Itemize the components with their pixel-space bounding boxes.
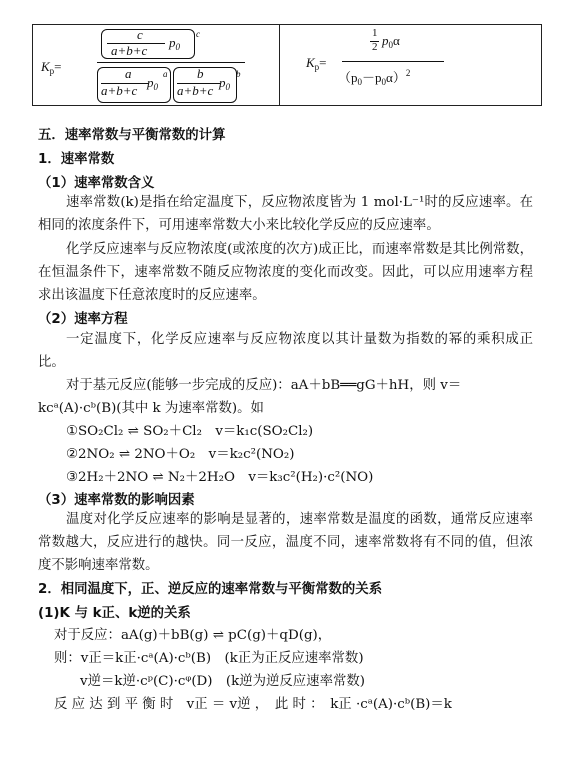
subsection-2-1-title: (1)K 与 k正、k逆的关系 [38,606,191,621]
den-b-exponent: b [236,69,241,79]
den-a-exponent: a [163,69,168,79]
den-b-sum: a+b+c [177,83,214,98]
subsection-1-2-title: （2）速率方程 [38,312,128,327]
den-a-sum: a+b+c [101,83,138,98]
rate-law-line: kcᵃ(A)·cᵇ(B)(其中 k 为速率常数)。如 [38,401,264,416]
denominator-b: b [197,66,204,81]
subsection-1-1-title: （1）速率常数含义 [38,176,155,191]
equilibrium-line: 反 应 达 到 平 衡 时 v正 ＝ v逆 ， 此 时 ： k正 ·cᵃ(A)·cᵇ(B)＝k [54,697,452,712]
paragraph-rate-equation: 一定温度下，化学反应速率与反应物浓度以其计量数为指数的幂的乘积成正比。 [38,332,533,370]
main-fraction-bar [97,62,245,63]
subsection-1-title: 1．速率常数 [38,152,115,167]
numerator-exponent: c [196,29,200,39]
half-denominator: 2 [372,41,378,53]
example-equation-2: ②2NO₂ ⇌ 2NO＋O₂ v＝k₂c²(NO₂) [66,447,295,462]
half-numerator: 1 [372,27,378,39]
kp-formula-left-cell [33,25,279,107]
paragraph-rate-constant-definition: 速率常数(k)是指在给定温度下，反应物浓度皆为 1 mol·L⁻¹时的反应速率。在相同的浓度条件下，可用速率常数大小来比较化学反应的反应速率。 [38,195,533,233]
den-b-p0: $p_0$ [219,75,230,92]
paragraph-influencing-factors: 温度对化学反应速率的影响是显著的，速率常数是温度的函数，通常反应速率常数越大，反应进行的越快。同一反应，温度不同，速率常数将有不同的值，但浓度不影响速率常数。 [38,512,533,573]
denominator-a: a [125,66,132,81]
right-denominator: $(p_0-p_0\alpha)^2$ [338,68,411,87]
subsection-2-title: 2．相同温度下，正、逆反应的速率常数与平衡常数的关系 [38,582,383,597]
numerator-p0-alpha: $p_0\alpha$ [382,33,400,50]
paragraph-rate-proportional: 化学反应速率与反应物浓度(或浓度的次方)成正比，而速率常数是其比例常数，在恒温条件下，速率常数不随反应物浓度的变化而改变。因此，可以应用速率方程求出该温度下任意浓度时的反应速率。 [38,242,533,303]
den-a-p0: $p_0$ [147,75,158,92]
reaction-general-line: 对于反应：aA(g)＋bB(g) ⇌ pC(g)＋qD(g)， [54,628,332,643]
example-equation-1: ①SO₂Cl₂ ⇌ SO₂＋Cl₂ v＝k₁c(SO₂Cl₂) [66,424,314,439]
numerator-c: c [137,27,143,42]
numerator-sum: a+b+c [111,43,148,58]
formula-table [32,24,542,106]
reverse-rate-line: v逆＝k逆·cᵖ(C)·cᵠ(D) (k逆为逆反应速率常数) [80,674,365,689]
subsection-1-3-title: （3）速率常数的影响因素 [38,493,195,508]
forward-rate-line: 则：v正＝k正·cᵃ(A)·cᵇ(B) (k正为正反应速率常数) [54,651,364,666]
kp-label-left: $K_p=$ [41,59,62,76]
kp-label-right: $K_p=$ [306,55,327,72]
example-equation-3: ③2H₂＋2NO ⇌ N₂＋2H₂O v＝k₃c²(H₂)·c²(NO) [66,470,374,485]
kp-formula-right-cell [280,25,541,107]
elementary-reaction-line: 对于基元反应(能够一步完成的反应)：aA＋bB══gG＋hH，则 v＝ [66,378,462,393]
right-main-fraction-bar [342,61,444,62]
section-title: 五．速率常数与平衡常数的计算 [38,128,226,143]
numerator-p0: $p_0$ [169,35,180,52]
